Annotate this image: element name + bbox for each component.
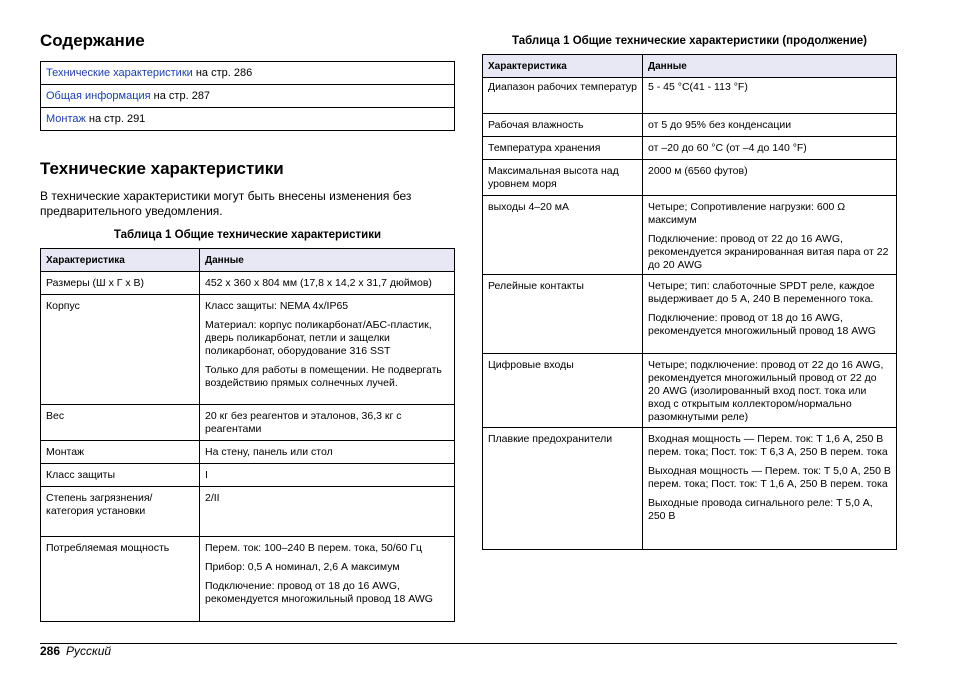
row-value [643, 275, 897, 354]
left-column [40, 30, 455, 622]
table-row [41, 295, 455, 405]
toc-box [40, 61, 455, 131]
specs-table [40, 248, 455, 622]
right-column [482, 30, 897, 550]
specs-title: Технические характеристики [40, 159, 284, 178]
header-characteristic: Характеристика [41, 249, 200, 272]
table-row [483, 275, 897, 354]
row-value [200, 295, 455, 405]
table-row [41, 272, 455, 295]
value-line: Входная мощность — Перем. ток: T 1,6 А, 250 В перем. тока; Пост. ток: T 6,3 А, 250 В перем. тока [648, 433, 888, 458]
table-row [483, 78, 897, 114]
row-value: 2/II [200, 487, 455, 537]
table-row [41, 487, 455, 537]
toc-title: Содержание [40, 31, 145, 50]
table-caption-continued: Таблица 1 Общие технические характеристики (продолжение) [511, 35, 867, 47]
header-data: Данные [200, 249, 455, 272]
specs-intro: В технические характеристики могут быть внесены изменения без предварительного уведомления. [40, 189, 412, 218]
value-line: Выходные провода сигнального реле: T 5,0 А, 250 В [648, 497, 873, 522]
value-line: Четыре; тип: слаботочные SPDT реле, каждое выдерживает до 5 А, 240 В переменного тока. [648, 280, 875, 305]
value-line: Подключение: провод от 18 до 16 AWG, рекомендуется многожильный провод 18 AWG [648, 312, 876, 337]
toc-item-general [41, 85, 454, 108]
value-line: Класс защиты: NEMA 4x/IP65 [205, 300, 349, 312]
value-line: Материал: корпус поликарбонат/АБС-пластик, дверь поликарбонат, петли и защелки поликарбонат, оборудование 316 SST [205, 319, 432, 357]
row-label: Размеры (Ш x Г x В) [41, 272, 200, 295]
row-label: выходы 4–20 мА [483, 196, 643, 275]
toc-item-specs [41, 62, 454, 85]
row-label: Рабочая влажность [483, 114, 643, 137]
table-row [483, 428, 897, 550]
row-label: Монтаж [41, 441, 200, 464]
row-label: Максимальная высота над уровнем моря [483, 160, 643, 196]
row-label: Класс защиты [41, 464, 200, 487]
table-row [41, 464, 455, 487]
row-value: 5 - 45 °C(41 - 113 °F) [643, 78, 897, 114]
footer-divider [40, 643, 897, 644]
table-row [483, 160, 897, 196]
table-row [483, 196, 897, 275]
toc-page-ref: на стр. 291 [85, 113, 146, 125]
toc-link-install[interactable]: Монтаж [46, 113, 86, 125]
table-row [41, 441, 455, 464]
table-row [483, 114, 897, 137]
toc-page-ref: на стр. 287 [150, 90, 211, 102]
value-line: Перем. ток: 100–240 В перем. тока, 50/60 Гц [205, 542, 422, 554]
value-line: Выходная мощность — Перем. ток: T 5,0 А, 250 В перем. тока; Пост. ток: T 1,6 А, 250 В перем. тока [648, 465, 891, 490]
row-label: Корпус [41, 295, 200, 405]
table-row [41, 537, 455, 622]
row-label: Температура хранения [483, 137, 643, 160]
row-value [200, 537, 455, 622]
table-caption: Таблица 1 Общие технические характеристики [113, 229, 382, 241]
row-value: от –20 до 60 °C (от –4 до 140 °F) [643, 137, 897, 160]
row-value [643, 428, 897, 550]
row-label: Диапазон рабочих температур [483, 78, 643, 114]
row-value: I [200, 464, 455, 487]
toc-link-general[interactable]: Общая информация [46, 90, 151, 102]
table-header-row [41, 249, 455, 272]
page-footer [40, 644, 111, 658]
row-label: Степень загрязнения/категория установки [41, 487, 200, 537]
row-label: Цифровые входы [483, 354, 643, 428]
header-characteristic: Характеристика [483, 55, 643, 78]
row-label: Релейные контакты [483, 275, 643, 354]
row-value: 2000 м (6560 футов) [643, 160, 897, 196]
row-label: Вес [41, 405, 200, 441]
row-value: 452 x 360 x 804 мм (17,8 x 14,2 x 31,7 дюймов) [200, 272, 455, 295]
row-value: 20 кг без реагентов и эталонов, 36,3 кг с реагентами [200, 405, 455, 441]
value-line: Подключение: провод от 22 до 16 AWG, рекомендуется экранированная витая пара от 22 до 20 AWG [648, 233, 889, 271]
table-row [483, 137, 897, 160]
table-row [483, 354, 897, 428]
toc-link-specs[interactable]: Технические характеристики [46, 67, 193, 79]
header-data: Данные [643, 55, 897, 78]
row-value: от 5 до 95% без конденсации [643, 114, 897, 137]
toc-page-ref: на стр. 286 [192, 67, 253, 79]
value-line: Прибор: 0,5 А номинал, 2,6 А максимум [205, 561, 400, 573]
row-value [643, 196, 897, 275]
footer-language: Русский [66, 644, 112, 658]
row-value: На стену, панель или стол [200, 441, 455, 464]
specs-table-continued [482, 54, 897, 550]
row-value: Четыре; подключение: провод от 22 до 16 AWG, рекомендуется многожильный провод от 22 до 20 AWG (изолированный вход пост. тока или вход с открытым коллектором/нормально разомкнутыми реле) [643, 354, 897, 428]
value-line: Четыре; Сопротивление нагрузки: 600 Ω максимум [648, 201, 846, 226]
value-line: Подключение: провод от 18 до 16 AWG, рекомендуется многожильный провод 18 AWG [205, 580, 433, 605]
table-row [41, 405, 455, 441]
table-header-row [483, 55, 897, 78]
row-label: Плавкие предохранители [483, 428, 643, 550]
value-line: Только для работы в помещении. Не подвергать воздействию прямых солнечных лучей. [205, 364, 442, 389]
toc-item-install [41, 108, 454, 130]
page-number: 286 [40, 644, 61, 658]
row-label: Потребляемая мощность [41, 537, 200, 622]
